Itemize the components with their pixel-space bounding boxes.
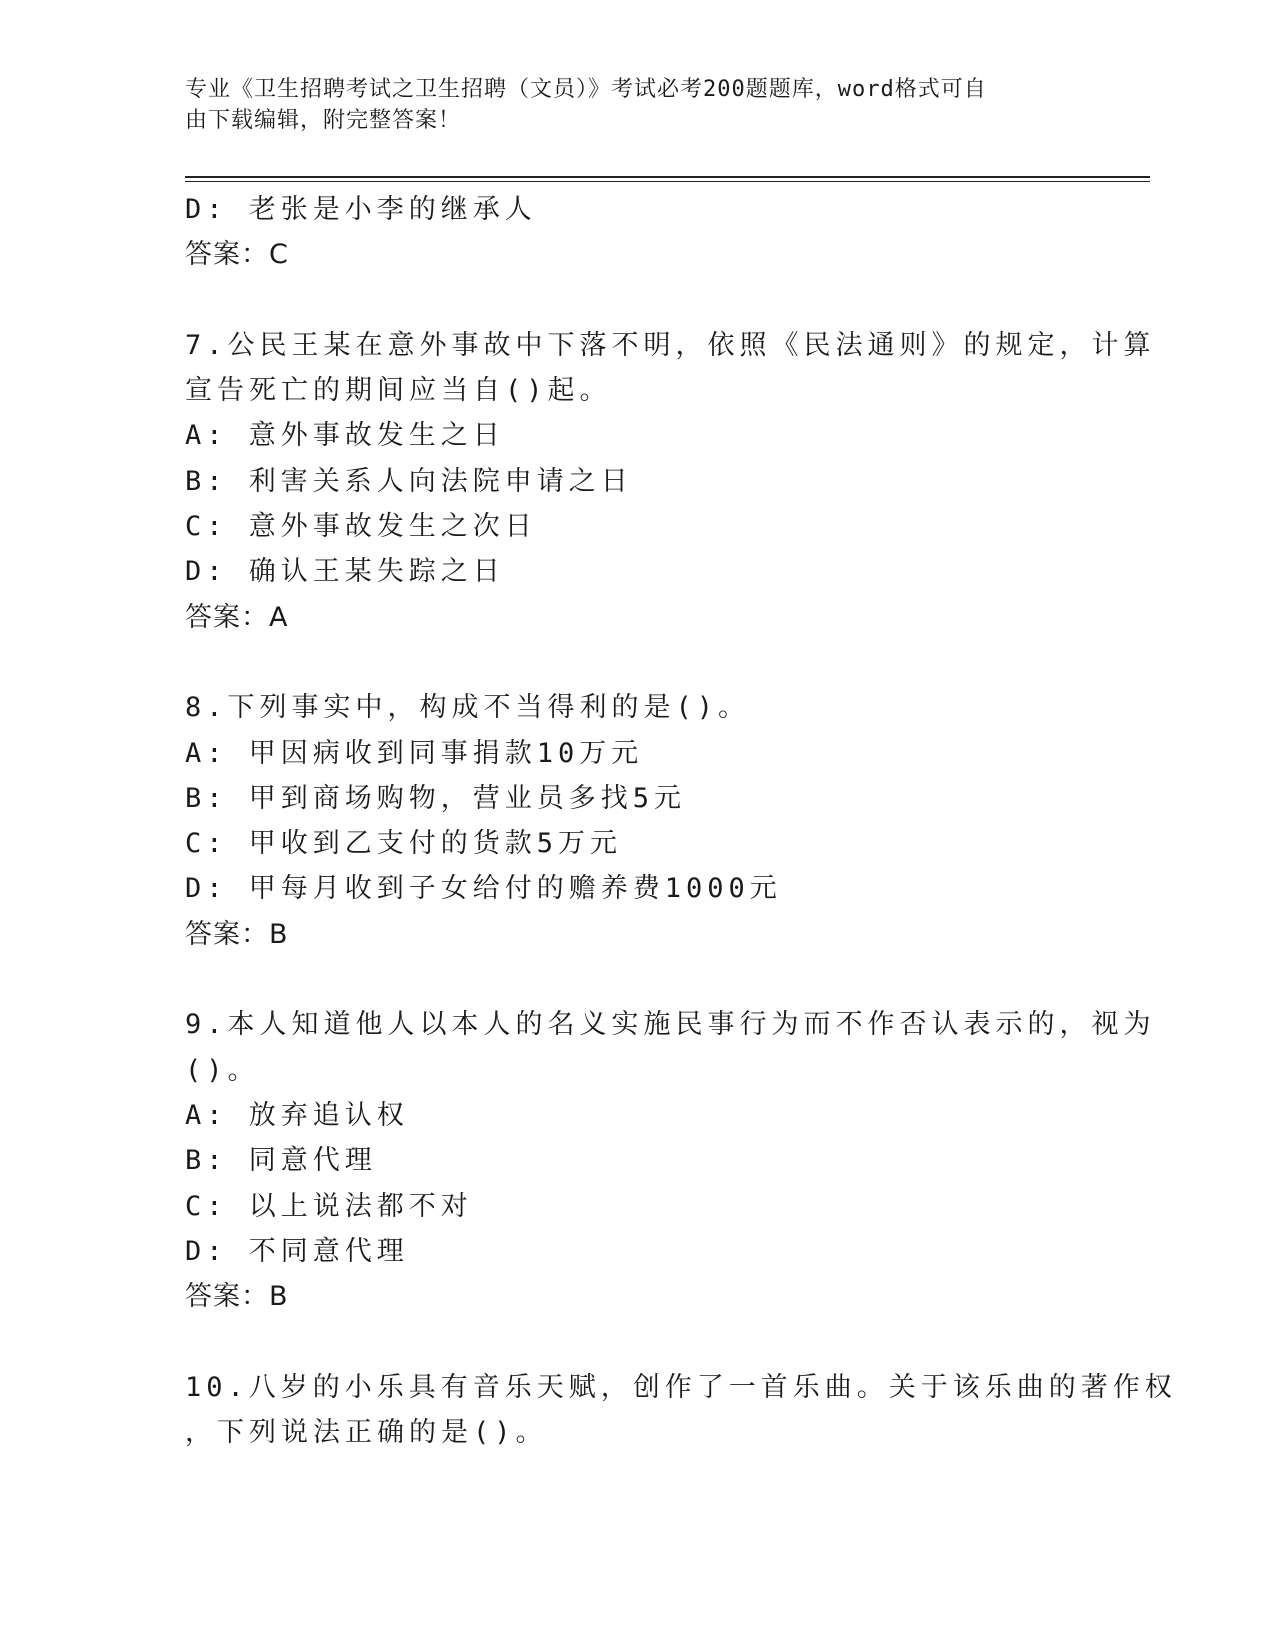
header-rule-thin (185, 181, 1150, 182)
spacer (185, 278, 1085, 323)
q7-stem-1: 7.公民王某在意外事故中下落不明，依照《民法通则》的规定，计算 (185, 329, 1156, 361)
page-header (185, 74, 1065, 136)
q7-option-b: B: 利害关系人向法院申请之日 (185, 465, 633, 497)
q7-option-a: A: 意外事故发生之日 (185, 420, 505, 452)
prev-answer: 答案：C (185, 239, 289, 271)
q7-stem-2: 宣告死亡的期间应当自()起。 (185, 375, 612, 407)
spacer (185, 1319, 1085, 1364)
q7-option-c: C: 意外事故发生之次日 (185, 511, 537, 543)
q9-stem-2: ()。 (185, 1054, 260, 1086)
q8-option-b: B: 甲到商场购物，营业员多找5元 (185, 782, 687, 814)
q7-option-d: D: 确认王某失踪之日 (185, 556, 505, 588)
q10-stem-1: 10.八岁的小乐具有音乐天赋，创作了一首乐曲。关于该乐曲的著作权 (185, 1371, 1177, 1403)
q9-stem-1: 9.本人知道他人以本人的名义实施民事行为而不作否认表示的，视为 (185, 1009, 1156, 1041)
prev-option-d: D: 老张是小李的继承人 (185, 194, 537, 225)
q8-stem-1: 8.下列事实中，构成不当得利的是()。 (185, 692, 751, 724)
q9-option-b: B: 同意代理 (185, 1145, 377, 1177)
q7-answer: 答案：A (185, 601, 289, 633)
q8-option-d: D: 甲每月收到子女给付的赡养费1000元 (185, 873, 782, 905)
q9-option-c: C: 以上说法都不对 (185, 1190, 473, 1222)
question-8 (185, 685, 1085, 957)
q10-stem-2: ，下列说法正确的是()。 (185, 1417, 548, 1449)
spacer (185, 957, 1085, 1002)
question-9 (185, 1002, 1156, 1319)
q9-option-d: D: 不同意代理 (185, 1235, 409, 1267)
q8-option-a: A: 甲因病收到同事捐款10万元 (185, 737, 644, 769)
header-line-1: 专业《卫生招聘考试之卫生招聘（文员）》考试必考200题题库，word格式可自 (185, 77, 987, 102)
header-line-2: 由下载编辑，附完整答案！ (185, 108, 462, 133)
question-10 (185, 1365, 1177, 1456)
q9-answer: 答案：B (185, 1281, 289, 1313)
question-content (185, 187, 1177, 1455)
question-7 (185, 323, 1156, 640)
q8-answer: 答案：B (185, 918, 289, 950)
q9-option-a: A: 放弃追认权 (185, 1099, 409, 1131)
q8-option-c: C: 甲收到乙支付的货款5万元 (185, 828, 623, 860)
spacer (185, 640, 1085, 685)
header-rule-thick (185, 176, 1150, 178)
